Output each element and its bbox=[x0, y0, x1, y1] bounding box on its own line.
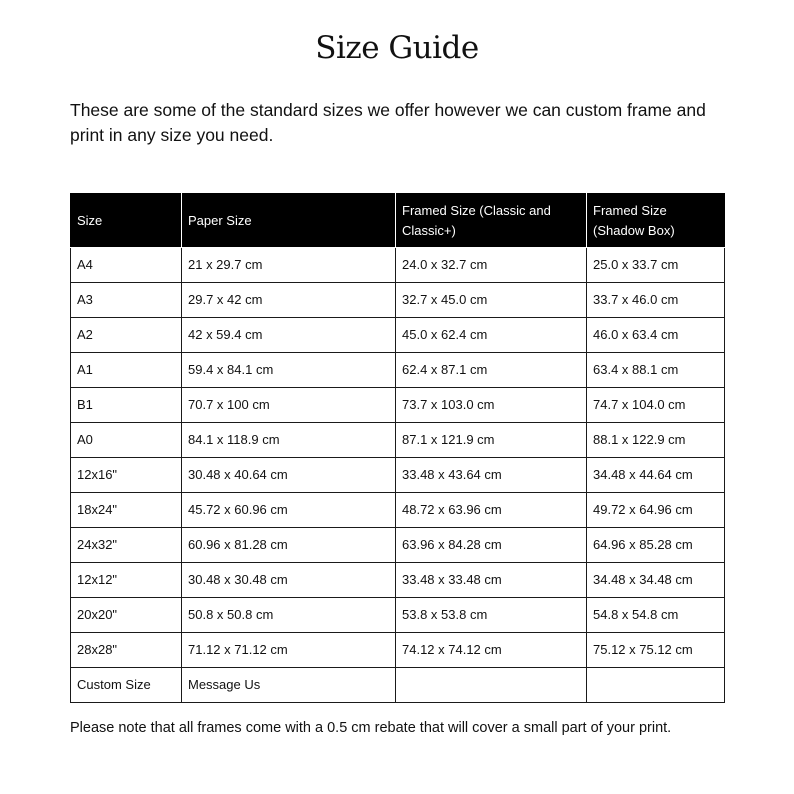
paper-size-cell: 30.48 x 30.48 cm bbox=[182, 563, 396, 598]
paper-size-cell: 84.1 x 118.9 cm bbox=[182, 423, 396, 458]
framed-size-classic-cell bbox=[396, 668, 587, 703]
size-cell: A3 bbox=[71, 283, 182, 318]
paper-size-cell: 60.96 x 81.28 cm bbox=[182, 528, 396, 563]
table-row bbox=[71, 318, 725, 353]
header-framed-size-classic: Framed Size (Classic and Classic+) bbox=[396, 194, 587, 248]
framed-size-classic-cell: 24.0 x 32.7 cm bbox=[396, 248, 587, 283]
size-table bbox=[70, 193, 725, 703]
header-size: Size bbox=[71, 194, 182, 248]
table-row bbox=[71, 353, 725, 388]
framed-size-classic-cell: 33.48 x 33.48 cm bbox=[396, 563, 587, 598]
paper-size-cell: 30.48 x 40.64 cm bbox=[182, 458, 396, 493]
header-row bbox=[71, 194, 725, 248]
framed-size-shadow-box-cell: 75.12 x 75.12 cm bbox=[587, 633, 725, 668]
paper-size-cell: 71.12 x 71.12 cm bbox=[182, 633, 396, 668]
framed-size-classic-cell: 33.48 x 43.64 cm bbox=[396, 458, 587, 493]
table-row bbox=[71, 458, 725, 493]
framed-size-classic-cell: 48.72 x 63.96 cm bbox=[396, 493, 587, 528]
size-table-header bbox=[71, 194, 725, 248]
framed-size-classic-cell: 63.96 x 84.28 cm bbox=[396, 528, 587, 563]
paper-size-cell: 42 x 59.4 cm bbox=[182, 318, 396, 353]
framed-size-classic-cell: 87.1 x 121.9 cm bbox=[396, 423, 587, 458]
table-row bbox=[71, 248, 725, 283]
framed-size-shadow-box-cell: 74.7 x 104.0 cm bbox=[587, 388, 725, 423]
framed-size-classic-cell: 45.0 x 62.4 cm bbox=[396, 318, 587, 353]
table-row bbox=[71, 598, 725, 633]
table-row bbox=[71, 633, 725, 668]
paper-size-cell: 21 x 29.7 cm bbox=[182, 248, 396, 283]
framed-size-shadow-box-cell: 34.48 x 44.64 cm bbox=[587, 458, 725, 493]
paper-size-cell: Message Us bbox=[182, 668, 396, 703]
table-row bbox=[71, 668, 725, 703]
framed-size-shadow-box-cell: 33.7 x 46.0 cm bbox=[587, 283, 725, 318]
size-table-body bbox=[71, 248, 725, 703]
size-cell: A1 bbox=[71, 353, 182, 388]
framed-size-classic-cell: 62.4 x 87.1 cm bbox=[396, 353, 587, 388]
size-cell: Custom Size bbox=[71, 668, 182, 703]
size-cell: 20x20" bbox=[71, 598, 182, 633]
framed-size-shadow-box-cell: 25.0 x 33.7 cm bbox=[587, 248, 725, 283]
framed-size-shadow-box-cell: 63.4 x 88.1 cm bbox=[587, 353, 725, 388]
size-cell: 24x32" bbox=[71, 528, 182, 563]
intro-text: These are some of the standard sizes we offer however we can custom frame and print in any size you need. bbox=[70, 100, 706, 145]
framed-size-shadow-box-cell: 88.1 x 122.9 cm bbox=[587, 423, 725, 458]
framed-size-classic-cell: 74.12 x 74.12 cm bbox=[396, 633, 587, 668]
size-cell: B1 bbox=[71, 388, 182, 423]
size-cell: A0 bbox=[71, 423, 182, 458]
table-row bbox=[71, 563, 725, 598]
paper-size-cell: 59.4 x 84.1 cm bbox=[182, 353, 396, 388]
size-cell: 28x28" bbox=[71, 633, 182, 668]
size-cell: 18x24" bbox=[71, 493, 182, 528]
framed-size-classic-cell: 32.7 x 45.0 cm bbox=[396, 283, 587, 318]
framed-size-shadow-box-cell: 49.72 x 64.96 cm bbox=[587, 493, 725, 528]
framed-size-classic-cell: 53.8 x 53.8 cm bbox=[396, 598, 587, 633]
framed-size-shadow-box-cell: 54.8 x 54.8 cm bbox=[587, 598, 725, 633]
rebate-note: Please note that all frames come with a 0.5 cm rebate that will cover a small part of your print. bbox=[70, 720, 672, 736]
size-cell: A4 bbox=[71, 248, 182, 283]
paper-size-cell: 29.7 x 42 cm bbox=[182, 283, 396, 318]
framed-size-shadow-box-cell bbox=[587, 668, 725, 703]
paper-size-cell: 45.72 x 60.96 cm bbox=[182, 493, 396, 528]
header-paper-size: Paper Size bbox=[182, 194, 396, 248]
framed-size-classic-cell: 73.7 x 103.0 cm bbox=[396, 388, 587, 423]
paper-size-cell: 70.7 x 100 cm bbox=[182, 388, 396, 423]
size-cell: 12x12" bbox=[71, 563, 182, 598]
framed-size-shadow-box-cell: 34.48 x 34.48 cm bbox=[587, 563, 725, 598]
header-framed-size-shadow-box: Framed Size (Shadow Box) bbox=[587, 194, 725, 248]
table-row bbox=[71, 493, 725, 528]
table-row bbox=[71, 528, 725, 563]
framed-size-shadow-box-cell: 46.0 x 63.4 cm bbox=[587, 318, 725, 353]
table-row bbox=[71, 423, 725, 458]
size-cell: 12x16" bbox=[71, 458, 182, 493]
framed-size-shadow-box-cell: 64.96 x 85.28 cm bbox=[587, 528, 725, 563]
page-title: Size Guide bbox=[315, 30, 479, 66]
size-cell: A2 bbox=[71, 318, 182, 353]
paper-size-cell: 50.8 x 50.8 cm bbox=[182, 598, 396, 633]
table-row bbox=[71, 283, 725, 318]
table-row bbox=[71, 388, 725, 423]
